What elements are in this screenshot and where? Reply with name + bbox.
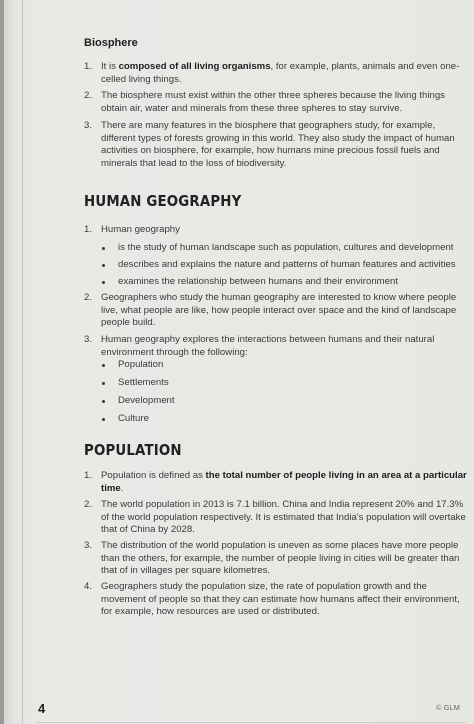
item-number: 3.: [84, 120, 93, 131]
bullet-dot: [102, 364, 105, 367]
human-geography-item-3: [84, 334, 472, 359]
bullet-item: [101, 276, 471, 289]
human-geography-item-2: [84, 292, 472, 330]
bullet-text: Culture: [118, 413, 149, 424]
item-text: Human geography explores the interactions between humans and their natural environment through the following:: [101, 334, 435, 358]
item-number: 4.: [84, 581, 93, 592]
biosphere-heading: Biosphere: [84, 37, 138, 49]
bullet-dot: [102, 281, 105, 284]
page-edge: [0, 0, 4, 724]
item-number: 2.: [84, 499, 93, 510]
bullet-text: Settlements: [118, 377, 169, 388]
item-text: [101, 61, 472, 86]
population-item-2: [84, 499, 472, 537]
text-run: , for example, plants, animals and even one-celled living things.: [101, 61, 460, 85]
bullet-dot: [102, 382, 105, 385]
biosphere-item-1: [84, 61, 472, 86]
bullet-item: [101, 259, 471, 272]
human-geography-heading: HUMAN GEOGRAPHY: [84, 192, 242, 210]
item-text: The distribution of the world population is uneven as some places have more people than the others, for example, the number of people living in cities will be greater than that of in villages per square kilometres.: [101, 540, 460, 577]
bold-term: composed of all living organisms: [118, 61, 271, 72]
text-run: It is: [101, 61, 119, 72]
bullet-item: [101, 377, 471, 390]
population-heading: POPULATION: [84, 441, 182, 459]
bullet-text: Development: [118, 395, 175, 406]
item-text: There are many features in the biosphere that geographers study, for example, different types of forests growing in this world. They also study the impact of human activities on biosphere, for example, how humans mine precious fossil fuels and minerals that lead to the loss of biodiversity.: [101, 120, 455, 169]
bullet-text: examines the relationship between humans and their environment: [118, 276, 398, 287]
text-run: Population is defined as: [101, 470, 206, 481]
item-text: Geographers who study the human geography are interested to know where people live, what people are like, how people interact over space and the kind of landscape people build.: [101, 292, 457, 329]
bullet-dot: [102, 418, 105, 421]
human-geography-item-1: [84, 224, 472, 237]
bold-term: the total number of people living in an area at a particular time: [101, 470, 467, 494]
bullet-text: Population: [118, 359, 164, 370]
bullet-dot: [102, 247, 105, 250]
item-number: 3.: [84, 334, 93, 345]
item-text: Human geography: [101, 224, 180, 235]
bullet-item: [101, 413, 471, 426]
population-item-3: [84, 540, 472, 578]
page-number: 4: [38, 701, 46, 716]
bullet-dot: [102, 400, 105, 403]
text-run: .: [120, 482, 124, 494]
population-item-4: [84, 581, 472, 619]
bullet-item: [101, 359, 471, 372]
page-bottom-edge: [36, 722, 466, 723]
bullet-item: [101, 395, 471, 408]
item-number: 2.: [84, 90, 93, 101]
item-text: The world population in 2013 is 7.1 billion. China and India represent 20% and 17.3% of the world population respectively. It is estimated that India's population will overtake that of China by 2028.: [101, 499, 466, 536]
bullet-text: describes and explains the nature and patterns of human features and activities: [118, 259, 456, 270]
bullet-dot: [102, 264, 105, 267]
item-number: 2.: [84, 292, 93, 303]
item-number: 3.: [84, 540, 93, 551]
bullet-text: is the study of human landscape such as population, cultures and development: [118, 242, 454, 253]
item-text: [101, 470, 472, 495]
item-text: The biosphere must exist within the other three spheres because the living things obtain air, water and minerals from these three spheres to stay survive.: [101, 90, 445, 114]
item-text: Geographers study the population size, the rate of population growth and the movement of people so that they can estimate how humans affect their environment, for example, how resources are used or distributed.: [101, 581, 460, 618]
item-number: 1.: [84, 224, 93, 235]
item-number: 1.: [84, 470, 93, 481]
population-item-1: [84, 470, 472, 495]
publisher-mark: © GLM: [436, 703, 460, 712]
bullet-item: [101, 242, 471, 255]
biosphere-item-3: [84, 120, 472, 170]
biosphere-item-2: [84, 90, 472, 115]
item-number: 1.: [84, 61, 93, 72]
